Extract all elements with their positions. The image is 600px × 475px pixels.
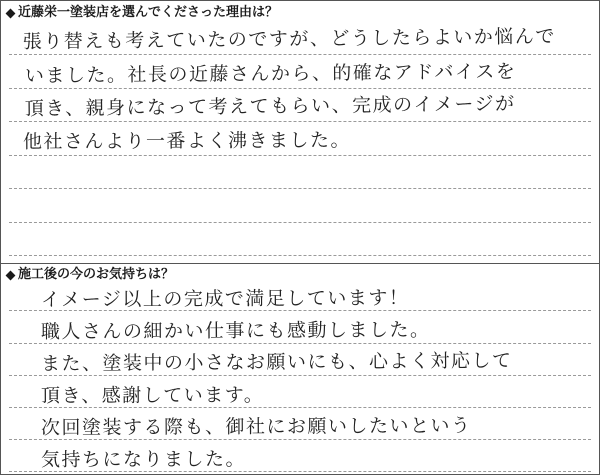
- ruled-line: [9, 188, 591, 189]
- answer-line: いました。社長の近藤さんから、的確なアドバイスを: [24, 60, 517, 88]
- answer-line: イメージ以上の完成で満足しています！: [40, 287, 410, 311]
- ruled-line: [9, 222, 591, 223]
- answer-line: 頂き、感謝しています。: [40, 384, 265, 407]
- section-divider: [1, 263, 599, 264]
- reason-question-text: 近藤栄一塗装店を選んでくださった理由は？: [18, 5, 279, 20]
- answer-line: 張り替えも考えていたのですが、どうしたらよいか悩んで: [22, 25, 556, 54]
- answer-line: 気持ちになりました。: [40, 448, 247, 471]
- reason-question: [6, 4, 278, 22]
- answer-line: 頂き、親身になって考えてもらい、完成のイメージが: [24, 92, 516, 121]
- answer-line: 次回塗装する際も、御社にお願いしたいという: [40, 414, 472, 439]
- diamond-bullet-icon: [6, 270, 16, 280]
- ruled-line: [9, 155, 591, 156]
- answer-line: 他社さんより一番よく沸きました。: [22, 129, 352, 154]
- answer-line: また、塗装中の小さなお願いにも、心よく対応して: [40, 349, 513, 376]
- ruled-line: [9, 255, 591, 256]
- ruled-line: [9, 54, 591, 55]
- ruled-line: [9, 121, 591, 122]
- diamond-bullet-icon: [6, 8, 16, 18]
- impression-question: [6, 266, 174, 284]
- impression-question-text: 施工後の今のお気持ちは？: [18, 267, 175, 282]
- answer-line: 職人さんの細かい仕事にも感動しました。: [40, 318, 431, 343]
